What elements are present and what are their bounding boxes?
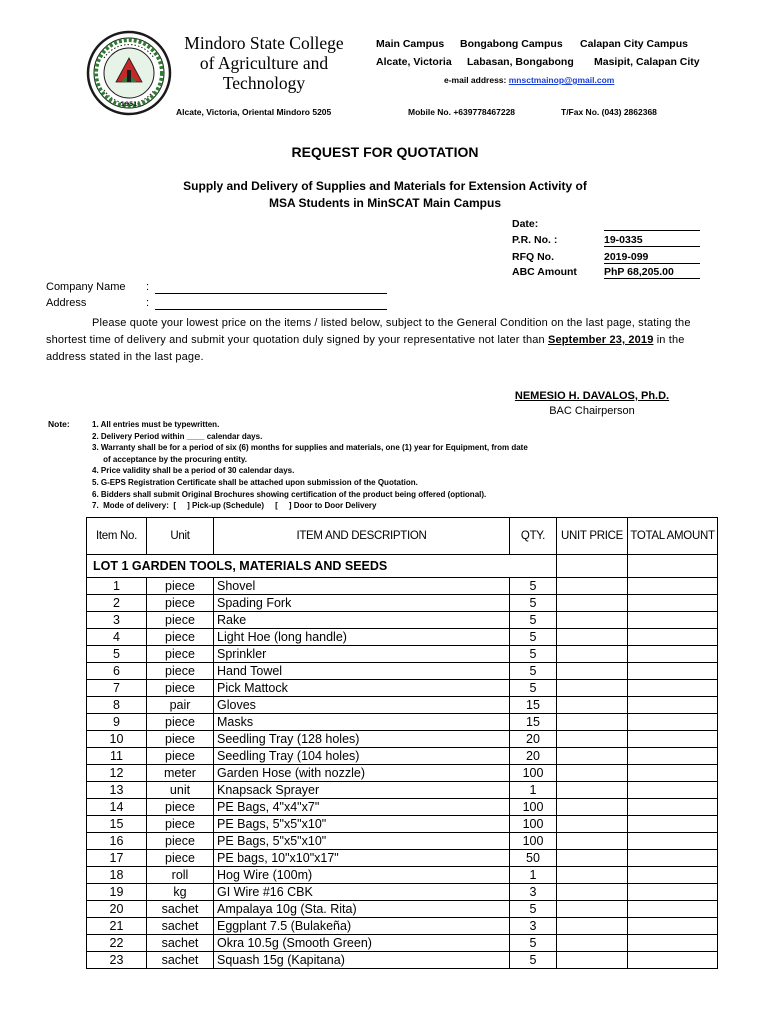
item-number-cell: 9 (87, 714, 147, 731)
description-cell: Knapsack Sprayer (214, 782, 510, 799)
total-amount-cell[interactable] (628, 884, 718, 901)
quantity-cell: 5 (510, 952, 557, 969)
signatory-title: BAC Chairperson (549, 405, 635, 417)
unit-cell: sachet (147, 935, 214, 952)
total-amount-cell[interactable] (628, 663, 718, 680)
item-number-cell: 7 (87, 680, 147, 697)
table-row (87, 901, 718, 918)
unit-price-cell[interactable] (557, 748, 628, 765)
item-number-cell: 4 (87, 629, 147, 646)
table-header-row (87, 518, 718, 555)
quantity-cell: 5 (510, 663, 557, 680)
quantity-cell: 100 (510, 765, 557, 782)
unit-cell: piece (147, 629, 214, 646)
document-title: REQUEST FOR QUOTATION (291, 144, 479, 160)
campus-main-name: Main Campus (376, 38, 445, 50)
rfq-value: 2019-099 (604, 251, 700, 264)
date-value (604, 218, 700, 231)
note-item: 7. Mode of delivery: [ ] Pick-up (Schedule) [ ] Door to Door Delivery (92, 501, 377, 511)
unit-cell: piece (147, 595, 214, 612)
submission-deadline: September 23, 2019 (548, 334, 654, 346)
description-cell: Hog Wire (100m) (214, 867, 510, 884)
description-cell: Shovel (214, 578, 510, 595)
description-cell: Pick Mattock (214, 680, 510, 697)
total-amount-cell[interactable] (628, 918, 718, 935)
fax-number: T/Fax No. (043) 2862368 (561, 107, 657, 117)
description-cell: Seedling Tray (128 holes) (214, 731, 510, 748)
quantity-cell: 3 (510, 884, 557, 901)
quantity-cell: 1 (510, 867, 557, 884)
header-qty: QTY. (510, 518, 557, 555)
table-row (87, 782, 718, 799)
document-subtitle: Supply and Delivery of Supplies and Materials for Extension Activity of MSA Students in MinSCAT Main Campus (183, 179, 587, 210)
abc-label: ABC Amount (512, 266, 577, 278)
table-row (87, 952, 718, 969)
unit-price-cell[interactable] (557, 612, 628, 629)
campus-calapan-location: Masipit, Calapan City (594, 56, 700, 68)
instruction-paragraph: Please quote your lowest price on the items / listed below, subject to the General Condition on the last page, stating the shortest time of delivery and submit your quotation duly signed by your representative not later than September 23, 2019 in the address stated in the last page. (46, 317, 691, 363)
campus-bongabong-name: Bongabong Campus (460, 38, 563, 50)
total-amount-cell[interactable] (628, 765, 718, 782)
unit-cell: piece (147, 646, 214, 663)
item-number-cell: 15 (87, 816, 147, 833)
table-row (87, 816, 718, 833)
table-row (87, 765, 718, 782)
description-cell: Spading Fork (214, 595, 510, 612)
description-cell: Gloves (214, 697, 510, 714)
description-cell: Okra 10.5g (Smooth Green) (214, 935, 510, 952)
total-amount-cell[interactable] (628, 629, 718, 646)
total-amount-cell[interactable] (628, 680, 718, 697)
note-item: of acceptance by the procuring entity. (92, 454, 247, 464)
college-name: Mindoro State College of Agriculture and Technology (184, 33, 344, 93)
table-row (87, 884, 718, 901)
unit-cell: sachet (147, 918, 214, 935)
total-amount-cell[interactable] (628, 731, 718, 748)
pr-label: P.R. No. : (512, 234, 558, 246)
unit-price-cell[interactable] (557, 646, 628, 663)
unit-price-cell[interactable] (557, 663, 628, 680)
mobile-number: Mobile No. +639778467228 (408, 107, 516, 117)
unit-price-cell[interactable] (557, 952, 628, 969)
total-amount-cell[interactable] (628, 612, 718, 629)
campus-calapan-name: Calapan City Campus (580, 38, 688, 50)
header-unit: Unit (147, 518, 214, 555)
quantity-cell: 5 (510, 612, 557, 629)
item-number-cell: 5 (87, 646, 147, 663)
quantity-cell: 20 (510, 748, 557, 765)
item-number-cell: 23 (87, 952, 147, 969)
item-number-cell: 2 (87, 595, 147, 612)
note-item: 5. G-EPS Registration Certificate shall be attached upon submission of the Quotation. (92, 477, 418, 487)
item-number-cell: 12 (87, 765, 147, 782)
description-cell: Ampalaya 10g (Sta. Rita) (214, 901, 510, 918)
unit-price-cell[interactable] (557, 595, 628, 612)
note-item: 4. Price validity shall be a period of 30 calendar days. (92, 466, 295, 476)
address-label: Address (46, 297, 87, 309)
description-cell: Garden Hose (with nozzle) (214, 765, 510, 782)
total-amount-cell[interactable] (628, 816, 718, 833)
quantity-cell: 20 (510, 731, 557, 748)
quantity-cell: 15 (510, 697, 557, 714)
header-total-amount: TOTAL AMOUNT (628, 518, 718, 555)
unit-price-cell[interactable] (557, 629, 628, 646)
unit-cell: piece (147, 748, 214, 765)
quantity-cell: 5 (510, 578, 557, 595)
rfq-label: RFQ No. (512, 251, 554, 263)
unit-cell: piece (147, 850, 214, 867)
quantity-cell: 15 (510, 714, 557, 731)
unit-price-cell[interactable] (557, 714, 628, 731)
table-row (87, 629, 718, 646)
unit-cell: unit (147, 782, 214, 799)
table-row (87, 731, 718, 748)
email-link[interactable]: mnsctmainop@gmail.com (508, 75, 615, 85)
unit-price-cell[interactable] (557, 782, 628, 799)
college-seal-logo (86, 30, 172, 116)
table-row (87, 612, 718, 629)
item-number-cell: 6 (87, 663, 147, 680)
item-number-cell: 13 (87, 782, 147, 799)
unit-cell: piece (147, 833, 214, 850)
total-amount-cell[interactable] (628, 935, 718, 952)
unit-cell: roll (147, 867, 214, 884)
lot-label: LOT 1 GARDEN TOOLS, MATERIALS AND SEEDS (87, 555, 557, 578)
unit-price-cell[interactable] (557, 799, 628, 816)
description-cell: Sprinkler (214, 646, 510, 663)
unit-price-cell[interactable] (557, 697, 628, 714)
table-row (87, 799, 718, 816)
total-amount-cell[interactable] (628, 952, 718, 969)
company-name-colon: : (146, 281, 150, 293)
item-number-cell: 21 (87, 918, 147, 935)
table-row (87, 578, 718, 595)
unit-cell: piece (147, 816, 214, 833)
description-cell: Hand Towel (214, 663, 510, 680)
table-row (87, 918, 718, 935)
table-row (87, 714, 718, 731)
items-table (86, 517, 718, 969)
table-row (87, 680, 718, 697)
unit-cell: piece (147, 680, 214, 697)
item-number-cell: 16 (87, 833, 147, 850)
table-row (87, 850, 718, 867)
unit-cell: piece (147, 731, 214, 748)
unit-cell: piece (147, 663, 214, 680)
campus-main-location: Alcate, Victoria (376, 56, 452, 68)
unit-cell: piece (147, 612, 214, 629)
quantity-cell: 50 (510, 850, 557, 867)
item-number-cell: 3 (87, 612, 147, 629)
note-item: 2. Delivery Period within ____ calendar days. (92, 431, 263, 441)
unit-price-cell[interactable] (557, 935, 628, 952)
description-cell: PE Bags, 5"x5"x10" (214, 816, 510, 833)
signatory-name: NEMESIO H. DAVALOS, Ph.D. (514, 390, 670, 402)
unit-price-cell[interactable] (557, 680, 628, 697)
item-number-cell: 18 (87, 867, 147, 884)
table-row (87, 697, 718, 714)
address-field[interactable] (155, 297, 387, 310)
unit-price-cell[interactable] (557, 918, 628, 935)
company-name-label: Company Name (46, 281, 126, 293)
lot-total-cell (628, 555, 718, 578)
unit-cell: meter (147, 765, 214, 782)
description-cell: Light Hoe (long handle) (214, 629, 510, 646)
college-address: Alcate, Victoria, Oriental Mindoro 5205 (176, 107, 332, 117)
notes-list (92, 419, 612, 512)
svg-text:1951: 1951 (120, 101, 138, 108)
total-amount-cell[interactable] (628, 714, 718, 731)
item-number-cell: 22 (87, 935, 147, 952)
unit-cell: piece (147, 578, 214, 595)
unit-cell: sachet (147, 901, 214, 918)
address-colon: : (146, 297, 150, 309)
campus-bongabong-location: Labasan, Bongabong (467, 56, 574, 68)
lot-row (87, 555, 718, 578)
unit-cell: kg (147, 884, 214, 901)
table-row (87, 867, 718, 884)
quantity-cell: 5 (510, 680, 557, 697)
unit-price-cell[interactable] (557, 833, 628, 850)
description-cell: PE Bags, 4"x4"x7" (214, 799, 510, 816)
total-amount-cell[interactable] (628, 782, 718, 799)
quantity-cell: 5 (510, 646, 557, 663)
table-row (87, 663, 718, 680)
quantity-cell: 1 (510, 782, 557, 799)
note-label: Note: (48, 419, 70, 429)
quantity-cell: 5 (510, 901, 557, 918)
date-label: Date: (512, 218, 539, 230)
unit-price-cell[interactable] (557, 884, 628, 901)
unit-cell: piece (147, 799, 214, 816)
header-item-no: Item No. (87, 518, 147, 555)
total-amount-cell[interactable] (628, 578, 718, 595)
item-number-cell: 14 (87, 799, 147, 816)
quantity-cell: 100 (510, 833, 557, 850)
total-amount-cell[interactable] (628, 850, 718, 867)
note-item: 1. All entries must be typewritten. (92, 420, 220, 429)
description-cell: Eggplant 7.5 (Bulakeña) (214, 918, 510, 935)
table-row (87, 748, 718, 765)
item-number-cell: 10 (87, 731, 147, 748)
quantity-cell: 5 (510, 595, 557, 612)
abc-value: PhP 68,205.00 (604, 266, 700, 279)
unit-price-cell[interactable] (557, 731, 628, 748)
pr-value: 19-0335 (604, 234, 700, 247)
quantity-cell: 100 (510, 816, 557, 833)
unit-price-cell[interactable] (557, 850, 628, 867)
header-unit-price: UNIT PRICE (557, 518, 628, 555)
table-row (87, 646, 718, 663)
quantity-cell: 5 (510, 935, 557, 952)
total-amount-cell[interactable] (628, 748, 718, 765)
note-item: 6. Bidders shall submit Original Brochures showing certification of the product being offered (optional). (92, 489, 487, 499)
unit-cell: piece (147, 714, 214, 731)
table-row (87, 935, 718, 952)
unit-cell: sachet (147, 952, 214, 969)
unit-price-cell[interactable] (557, 578, 628, 595)
description-cell: Squash 15g (Kapitana) (214, 952, 510, 969)
note-item: 3. Warranty shall be for a period of six (6) months for supplies and materials, one (1) year for Equipment, from date (92, 443, 528, 453)
description-cell: GI Wire #16 CBK (214, 884, 510, 901)
unit-price-cell[interactable] (557, 816, 628, 833)
item-number-cell: 1 (87, 578, 147, 595)
description-cell: PE bags, 10"x10"x17" (214, 850, 510, 867)
item-number-cell: 8 (87, 697, 147, 714)
description-cell: PE Bags, 5"x5"x10" (214, 833, 510, 850)
company-name-field[interactable] (155, 281, 387, 294)
item-number-cell: 19 (87, 884, 147, 901)
total-amount-cell[interactable] (628, 697, 718, 714)
description-cell: Rake (214, 612, 510, 629)
item-number-cell: 17 (87, 850, 147, 867)
total-amount-cell[interactable] (628, 833, 718, 850)
total-amount-cell[interactable] (628, 595, 718, 612)
total-amount-cell[interactable] (628, 867, 718, 884)
unit-price-cell[interactable] (557, 867, 628, 884)
quantity-cell: 3 (510, 918, 557, 935)
total-amount-cell[interactable] (628, 799, 718, 816)
unit-price-cell[interactable] (557, 765, 628, 782)
unit-price-cell[interactable] (557, 901, 628, 918)
quantity-cell: 5 (510, 629, 557, 646)
quantity-cell: 100 (510, 799, 557, 816)
total-amount-cell[interactable] (628, 901, 718, 918)
table-row (87, 595, 718, 612)
table-row (87, 833, 718, 850)
item-number-cell: 11 (87, 748, 147, 765)
lot-unit-price-cell (557, 555, 628, 578)
description-cell: Seedling Tray (104 holes) (214, 748, 510, 765)
header-description: ITEM AND DESCRIPTION (214, 518, 510, 555)
item-number-cell: 20 (87, 901, 147, 918)
total-amount-cell[interactable] (628, 646, 718, 663)
email-line: e-mail address: mnsctmainop@gmail.com (444, 75, 615, 85)
unit-cell: pair (147, 697, 214, 714)
description-cell: Masks (214, 714, 510, 731)
